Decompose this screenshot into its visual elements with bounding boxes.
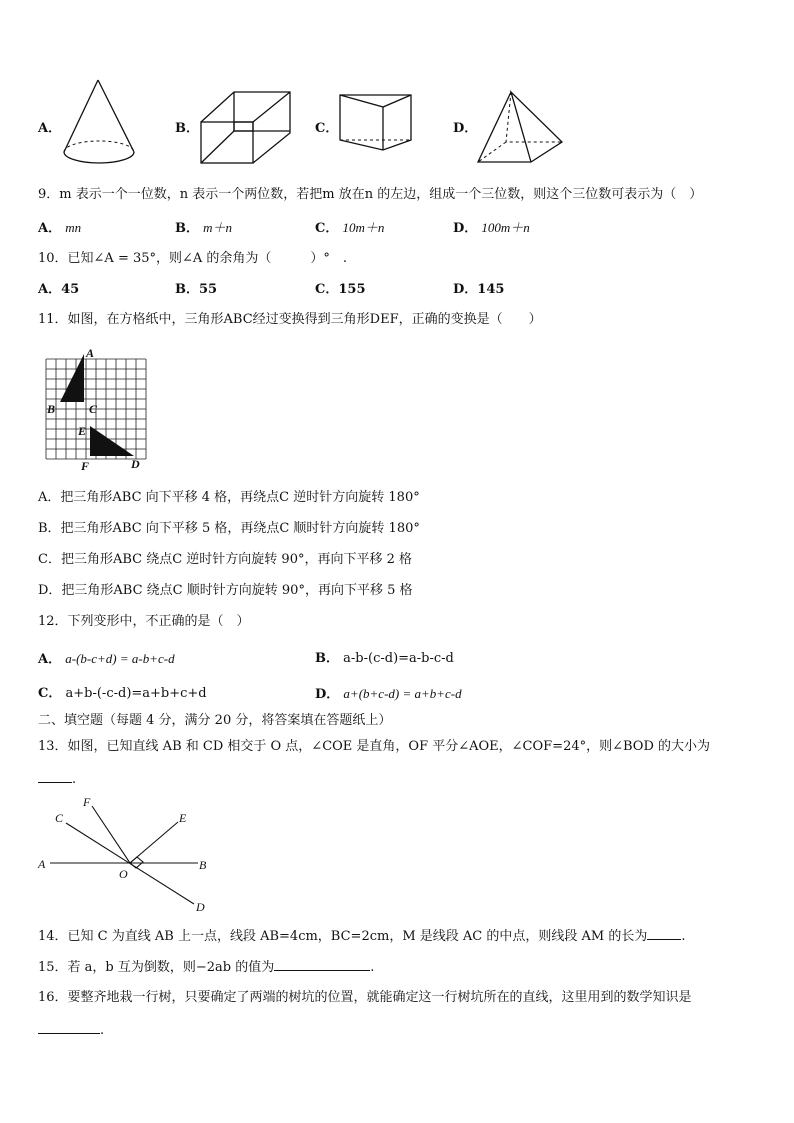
q15-tail: . — [370, 960, 375, 975]
q8-option-c-label: C． — [315, 121, 339, 136]
q8-option-a-label: A． — [38, 121, 62, 136]
fig13-label-f: F — [83, 795, 91, 809]
q8-option-d-label: D． — [453, 121, 478, 136]
q10-option-c-label: C． — [315, 282, 339, 297]
triangle-abc — [60, 354, 84, 402]
fig13-label-b: B — [199, 858, 207, 872]
q9-option-c: 10m＋n — [342, 220, 385, 235]
q13-stem: 13．如图，已知直线 AB 和 CD 相交于 O 点，∠COE 是直角，OF 平分∠AOE，∠COF=24°，则∠BOD 的大小为 — [38, 739, 711, 754]
grid-label-a: A — [86, 346, 95, 360]
q12-stem: 12．下列变形中，不正确的是（ ） — [38, 614, 250, 629]
q10-option-a: 45 — [61, 282, 80, 297]
q11-stem: 11．如图，在方格纸中，三角形ABC经过变换得到三角形DEF，正确的变换是（ ） — [38, 312, 542, 327]
q12-option-a: a-(b-c+d) = a-b+c-d — [65, 651, 175, 666]
q8-option-b-label: B． — [175, 121, 199, 136]
q15-answer-blank[interactable] — [274, 958, 370, 971]
q9-option-b-label: B． — [175, 221, 199, 236]
grid-label-b: B — [47, 402, 56, 416]
q9-option-b: m＋n — [203, 220, 233, 235]
q16-answer-blank[interactable] — [38, 1021, 100, 1034]
q10-option-b: 55 — [199, 282, 218, 297]
q9-stem: 9．m 表示一个一位数，n 表示一个两位数，若把m 放在n 的左边，组成一个三位数，则这个三位数可表示为（ ） — [38, 187, 703, 202]
grid-label-e: E — [78, 424, 87, 438]
grid-label-d: D — [131, 457, 140, 471]
q13-tail: . — [72, 772, 77, 787]
q11-option-a: A．把三角形ABC 向下平移 4 格，再绕点C 逆时针方向旋转 180° — [38, 490, 420, 505]
q12-option-b-label: B． — [315, 651, 339, 666]
fig13-label-a: A — [38, 857, 46, 871]
q10-option-a-label: A． — [38, 282, 62, 297]
q9-option-c-label: C． — [315, 221, 339, 236]
q16-tail: . — [100, 1023, 105, 1038]
q9-option-d: 100m＋n — [481, 220, 530, 235]
q13-figure — [36, 792, 216, 922]
q10-option-d-label: D． — [453, 282, 478, 297]
fig13-label-c: C — [55, 811, 64, 825]
q11-option-c: C．把三角形ABC 绕点C 逆时针方向旋转 90°，再向下平移 2 格 — [38, 552, 412, 567]
q15-stem: 15．若 a，b 互为倒数，则−2ab 的值为 — [38, 960, 275, 975]
q10-option-d: 145 — [477, 282, 505, 297]
q11-option-b: B．把三角形ABC 向下平移 5 格，再绕点C 顺时针方向旋转 180° — [38, 521, 420, 536]
cuboid-figure — [198, 90, 294, 166]
q14-answer-blank[interactable] — [647, 927, 681, 940]
q10-stem: 10．已知∠A = 35°，则∠A 的余角为（ ）° . — [38, 251, 348, 266]
q12-option-c: a+b-(-c-d)=a+b+c+d — [65, 686, 207, 701]
q11-grid-figure — [38, 346, 150, 474]
q9-option-a: mn — [65, 220, 82, 235]
fig13-label-o: O — [119, 867, 128, 881]
cone-figure — [60, 78, 140, 178]
q12-option-b: a-b-(c-d)=a-b-c-d — [343, 651, 454, 666]
q11-option-d: D．把三角形ABC 绕点C 顺时针方向旋转 90°，再向下平移 5 格 — [38, 583, 413, 598]
q13-answer-blank[interactable] — [38, 770, 72, 783]
q14-stem: 14．已知 C 为直线 AB 上一点，线段 AB=4cm，BC=2cm，M 是线段 AC 的中点，则线段 AM 的长为 — [38, 929, 648, 944]
triangle-def — [90, 426, 134, 456]
pyramid-figure — [476, 90, 566, 166]
grid-label-f: F — [81, 459, 90, 473]
fig13-label-e: E — [179, 811, 187, 825]
q10-option-b-label: B． — [175, 282, 199, 297]
q9-option-d-label: D． — [453, 221, 478, 236]
prism-figure — [337, 92, 417, 154]
q14-tail: . — [681, 929, 686, 944]
fig13-label-d: D — [196, 900, 205, 914]
q9-option-a-label: A． — [38, 221, 62, 236]
section-title: 二、填空题（每题 4 分，满分 20 分，将答案填在答题纸上） — [38, 713, 392, 728]
q12-option-c-label: C． — [38, 686, 62, 701]
q16-stem: 16．要整齐地栽一行树，只要确定了两端的树坑的位置，就能确定这一行树坑所在的直线，这里用到的数学知识是 — [38, 990, 692, 1005]
q10-option-c: 155 — [338, 282, 366, 297]
q12-option-d: a+(b+c-d) = a+b+c-d — [343, 686, 462, 701]
q12-option-d-label: D． — [315, 687, 340, 702]
grid-label-c: C — [89, 402, 98, 416]
q12-option-a-label: A． — [38, 652, 62, 667]
